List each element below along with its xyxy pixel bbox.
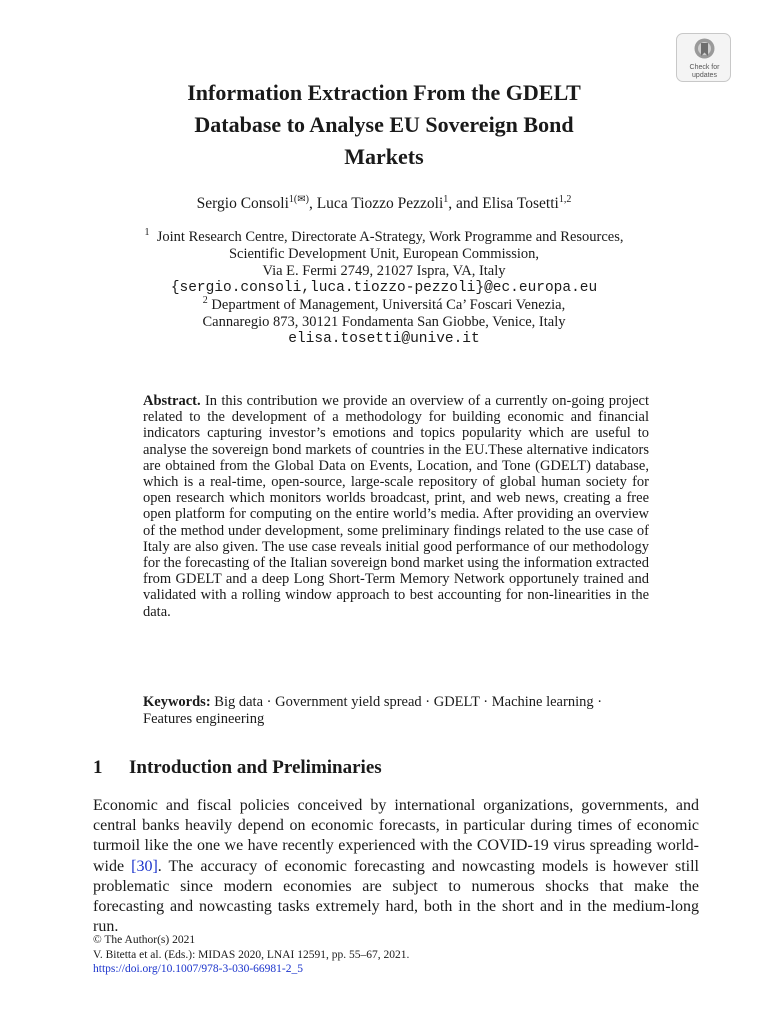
author-name: Luca Tiozzo Pezzoli <box>316 195 444 212</box>
body-text: Economic and fiscal policies conceived by international organizations, governments, and central banks heavily depend on economic forecasts, in particular during times of economic turmoil like the one we have recently experienced with the COVID-19 virus spreading world-wide <box>93 797 699 875</box>
affiliation-email[interactable]: {sergio.consoli,luca.tiozzo-pezzoli}@ec.europa.eu <box>170 280 598 296</box>
paper-title <box>0 77 768 173</box>
badge-label-line1: Check for <box>689 64 720 71</box>
author-affiliation-mark: 1,2 <box>558 193 572 205</box>
author-name: Elisa Tosetti <box>482 195 559 212</box>
abstract <box>143 393 649 620</box>
keywords-text: Big data · Government yield spread · GDELT · Machine learning · Features engineering <box>143 694 603 727</box>
title-line-1: Information Extraction From the GDELT <box>187 80 581 105</box>
copyright-notice: © The Author(s) 2021 <box>93 934 196 946</box>
body-paragraph <box>93 796 699 937</box>
affiliation-1-line <box>0 229 768 246</box>
section-number: 1 <box>93 757 103 778</box>
author-name: Sergio Consoli <box>196 195 289 212</box>
title-line-2: Database to Analyse EU Sovereign Bond <box>194 112 574 137</box>
section-title: Introduction and Preliminaries <box>129 757 382 778</box>
author-separator: , and <box>448 195 483 212</box>
affiliation-text: Department of Management, Universitá Ca’ Foscari Venezia, <box>211 297 566 313</box>
affiliation-number: 2 <box>202 295 208 307</box>
bookmark-ribbon-icon <box>693 37 716 63</box>
affiliation-email[interactable]: elisa.tosetti@unive.it <box>288 331 480 347</box>
citation-info: V. Bitetta et al. (Eds.): MIDAS 2020, LNAI 12591, pp. 55–67, 2021. <box>93 948 410 961</box>
check-for-updates-badge[interactable] <box>676 33 731 82</box>
footer <box>93 933 409 977</box>
affiliation-text: Scientific Development Unit, European Commission, <box>228 246 540 262</box>
title-line-3: Markets <box>344 144 424 169</box>
author-affiliation-mark: 1 <box>443 193 449 205</box>
author-affiliation-mark: 1(✉) <box>288 193 309 205</box>
affiliation-text: Cannaregio 873, 30121 Fondamenta San Giobbe, Venice, Italy <box>202 314 566 330</box>
doi-link[interactable]: https://doi.org/10.1007/978-3-030-66981-2_5 <box>93 963 303 975</box>
author-separator: , <box>308 195 317 212</box>
affiliation-text: Via E. Fermi 2749, 21027 Ispra, VA, Italy <box>262 263 506 279</box>
affiliation-number: 1 <box>144 227 150 239</box>
affiliation-2-line <box>0 297 768 314</box>
keywords <box>143 694 649 727</box>
affiliations <box>0 229 768 348</box>
body-text: . The accuracy of economic forecasting and nowcasting models is however still problematic since modern economies are subject to numerous shocks that make the forecasting and nowcasting tasks extremely hard, both in the short and in the medium-long run. <box>93 857 699 936</box>
citation-link[interactable]: [30] <box>131 857 158 875</box>
abstract-label: Abstract. <box>143 393 201 409</box>
section-heading <box>93 756 382 780</box>
affiliation-text: Joint Research Centre, Directorate A-Strategy, Work Programme and Resources, <box>156 229 624 245</box>
keywords-label: Keywords: <box>143 694 211 710</box>
badge-label-line2: updates <box>692 71 717 79</box>
author-list <box>0 194 768 214</box>
abstract-text: In this contribution we provide an overview of a currently on-going project related to the development of a methodology for building economic and financial indicators capturing investor’s emotions and topics popularity which are useful to analyse the sovereign bond markets of countries in the EU.These alternative indicators are obtained from the Global Data on Events, Location, and Tone (GDELT) database, which is a real-time, open-source, large-scale repository of global human society for open research which monitors worlds broadcast, print, and web news, creating a free open platform for computing on the entire world’s media. After providing an overview of the method under development, some preliminary findings related to the use case of Italy are also given. The use case reveals initial good performance of our methodology for the forecasting of the Italian sovereign bond market using the information extracted from GDELT and a deep Long Short-Term Memory Network opportunely trained and validated with a rolling window approach to best accounting for non-linearities in the data. <box>143 393 649 620</box>
